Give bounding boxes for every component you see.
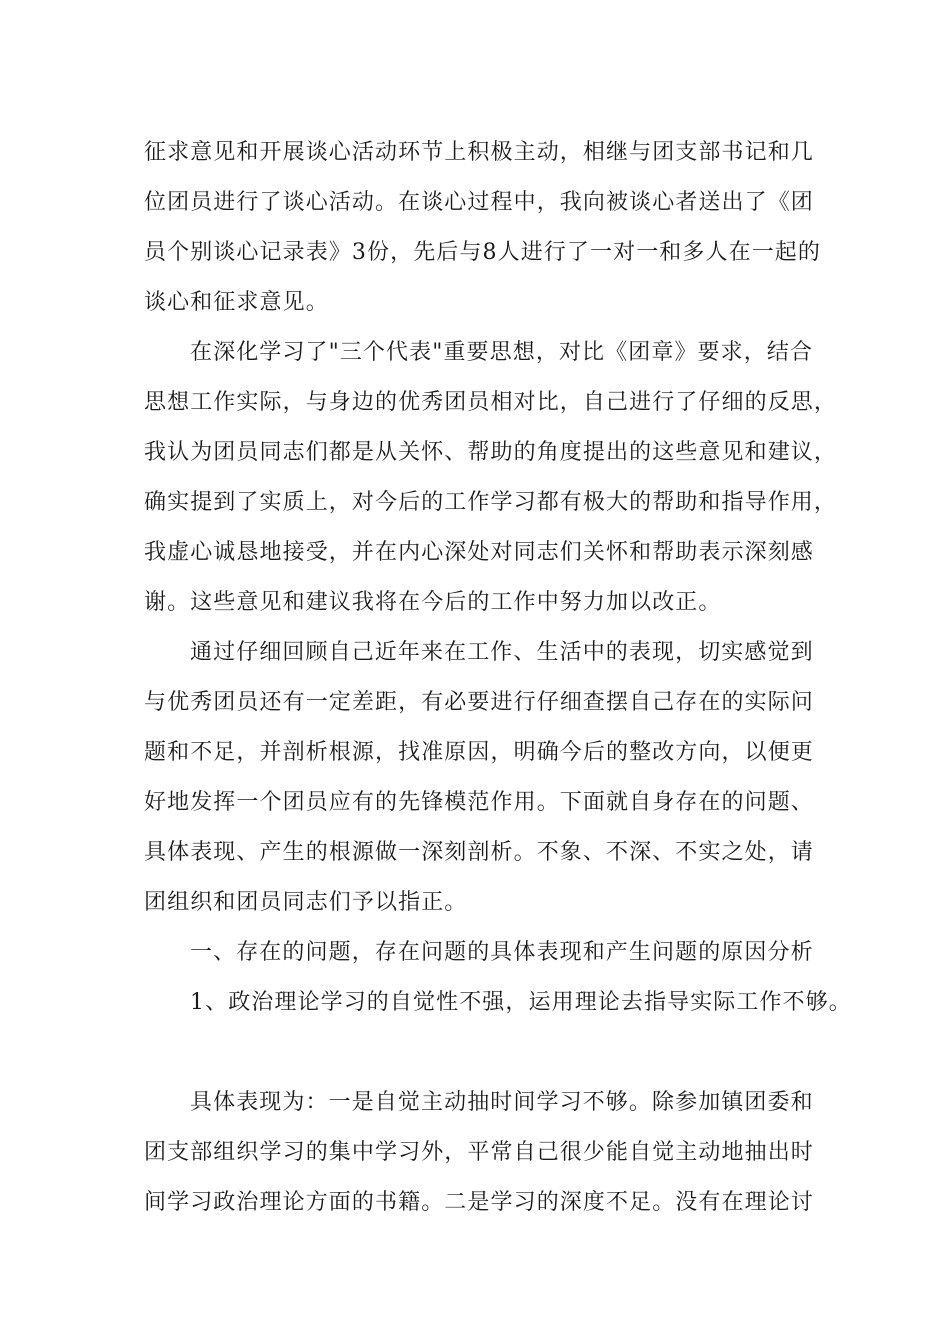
subsection-heading: 1、政治理论学习的自觉性不强，运用理论去指导实际工作不够。 xyxy=(190,990,852,1015)
text-line: 员个别谈心记录表》3份，先后与8人进行了一对一和多人在一起的 xyxy=(144,240,821,265)
text-line: 团支部组织学习的集中学习外，平常自己很少能自觉主动地抽出时 xyxy=(144,1140,814,1165)
text-line: 与优秀团员还有一定差距，有必要进行仔细查摆自己存在的实际问 xyxy=(144,690,814,715)
text-line: 确实提到了实质上，对今后的工作学习都有极大的帮助和指导作用， xyxy=(144,490,838,515)
text-line: 题和不足，并剖析根源，找准原因，明确今后的整改方向，以便更 xyxy=(144,740,814,765)
text-line: 间学习政治理论方面的书籍。二是学习的深度不足。没有在理论讨 xyxy=(144,1190,814,1215)
text-line: 我虚心诚恳地接受，并在内心深处对同志们关怀和帮助表示深刻感 xyxy=(144,540,814,565)
paragraph-first-line: 通过仔细回顾自己近年来在工作、生活中的表现，切实感觉到 xyxy=(190,640,814,665)
text-line: 团组织和团员同志们予以指正。 xyxy=(144,890,468,915)
paragraph-first-line: 具体表现为：一是自觉主动抽时间学习不够。除参加镇团委和 xyxy=(190,1090,814,1115)
paragraph-first-line: 在深化学习了"三个代表"重要思想，对比《团章》要求，结合 xyxy=(190,340,814,365)
text-line: 谈心和征求意见。 xyxy=(144,290,329,315)
text-line: 具体表现、产生的根源做一深刻剖析。不象、不深、不实之处，请 xyxy=(144,840,814,865)
text-line: 征求意见和开展谈心活动环节上积极主动，相继与团支部书记和几 xyxy=(144,140,814,165)
text-line: 我认为团员同志们都是从关怀、帮助的角度提出的这些意见和建议， xyxy=(144,440,838,465)
text-line: 思想工作实际，与身边的优秀团员相对比，自己进行了仔细的反思， xyxy=(144,390,838,415)
text-line: 位团员进行了谈心活动。在谈心过程中，我向被谈心者送出了《团 xyxy=(144,190,814,215)
text-line: 谢。这些意见和建议我将在今后的工作中努力加以改正。 xyxy=(144,590,722,615)
section-heading: 一、存在的问题，存在问题的具体表现和产生问题的原因分析 xyxy=(190,940,814,965)
text-line: 好地发挥一个团员应有的先锋模范作用。下面就自身存在的问题、 xyxy=(144,790,814,815)
